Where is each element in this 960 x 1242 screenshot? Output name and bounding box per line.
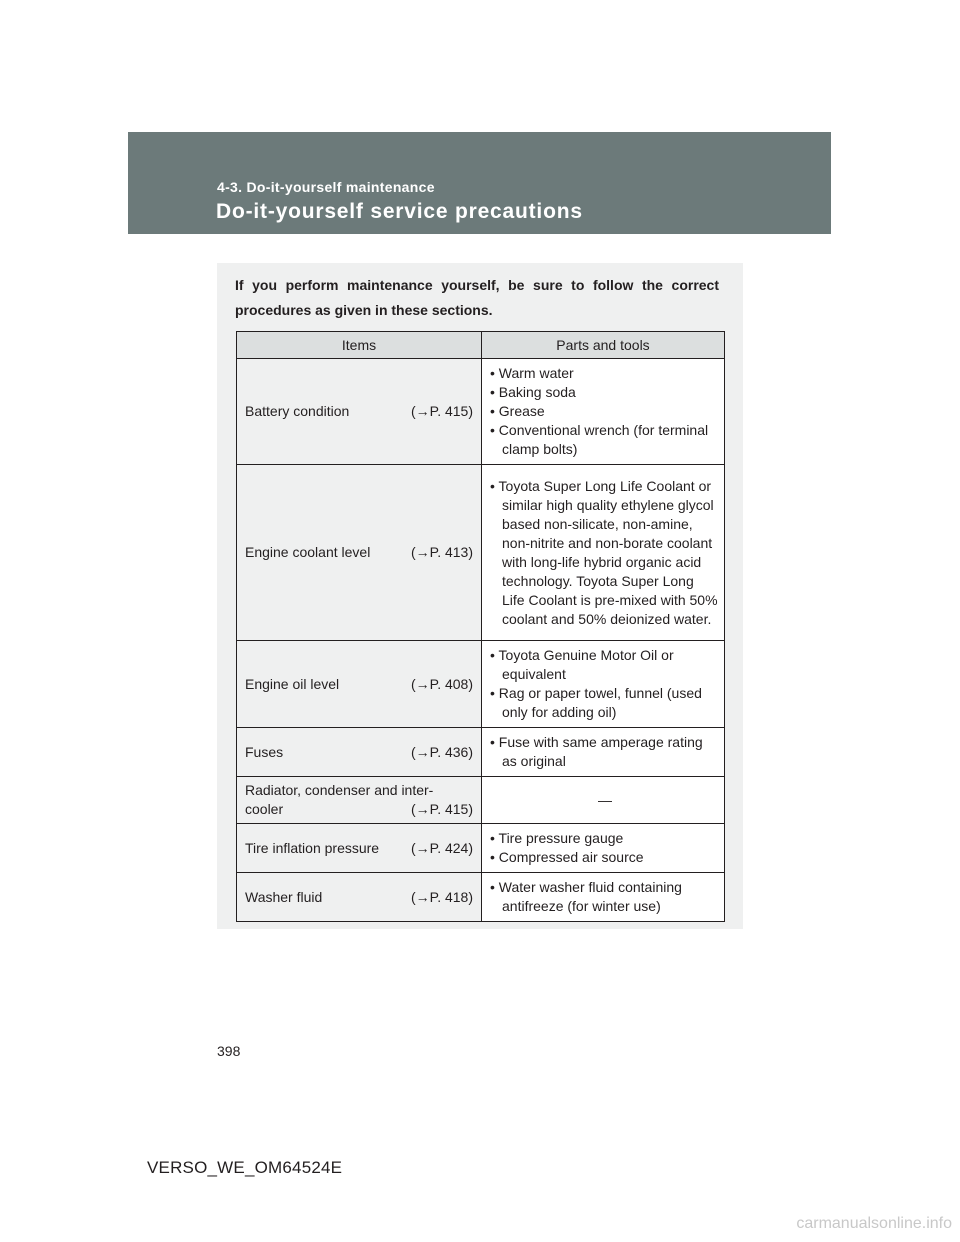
- table-row: [237, 824, 725, 873]
- parts-cell: [482, 824, 725, 873]
- table-row: [237, 359, 725, 465]
- parts-bullet: • Toyota Super Long Life Coolant or similar high quality ethylene glycol based non-silicate, non-amine, non-nitrite and non-borate coolant with long-life hybrid organic acid technology. Toyota Super Long Life Coolant is pre-mixed with 50% coolant and 50% deionized water.: [490, 477, 718, 627]
- item-name: Radiator, condenser and inter-: [245, 782, 434, 798]
- watermark: carmanualsonline.info: [796, 1215, 952, 1232]
- table-row: [237, 728, 725, 777]
- section-label: 4-3. Do-it-yourself maintenance: [217, 179, 435, 195]
- item-cell: [237, 873, 482, 922]
- parts-cell: [482, 359, 725, 465]
- table-row: [237, 777, 725, 824]
- table-header-row: [237, 332, 725, 359]
- page-reference: (→P. 415): [411, 403, 473, 419]
- page-reference: (→P. 418): [411, 888, 473, 905]
- parts-bullet: • Tire pressure gauge: [490, 830, 624, 846]
- table-row: [237, 873, 725, 922]
- item-name: Engine coolant level: [245, 544, 371, 560]
- parts-bullet: • Warm water: [490, 365, 574, 381]
- content-panel: [217, 263, 743, 929]
- parts-bullet: • Water washer fluid containing antifreeze (for winter use): [490, 879, 682, 914]
- item-name-continued: cooler: [245, 801, 284, 817]
- parts-bullet: • Conventional wrench (for terminal clamp bolts): [490, 422, 709, 457]
- parts-bullet: • Fuse with same amperage rating as original: [490, 734, 703, 769]
- parts-bullet: • Toyota Genuine Motor Oil or equivalent: [490, 647, 674, 682]
- parts-bullet: • Grease: [490, 403, 545, 419]
- no-parts-dash: —: [598, 791, 612, 808]
- section-header: [128, 132, 831, 234]
- item-name: Fuses: [245, 743, 284, 760]
- column-header-items: Items: [237, 332, 482, 359]
- intro-text: If you perform maintenance yourself, be sure to follow the correct procedures as given in these sections.: [235, 277, 719, 318]
- item-cell: [237, 465, 482, 641]
- page-number: 398: [217, 1043, 241, 1059]
- table-row: [237, 465, 725, 641]
- document-code: VERSO_WE_OM64524E: [147, 1158, 343, 1177]
- item-cell: [237, 777, 482, 824]
- page-reference: (→P. 413): [411, 544, 473, 560]
- column-header-parts: Parts and tools: [482, 332, 725, 359]
- item-cell: [237, 824, 482, 873]
- page-reference: (→P. 415): [411, 801, 473, 817]
- item-name: Engine oil level: [245, 675, 340, 692]
- parts-cell: [482, 777, 725, 824]
- parts-bullet: • Compressed air source: [490, 849, 644, 865]
- parts-cell: [482, 873, 725, 922]
- item-cell: [237, 728, 482, 777]
- page-reference: (→P. 408): [411, 675, 473, 692]
- table-row: [237, 641, 725, 728]
- maintenance-table: [236, 331, 725, 922]
- item-name: Battery condition: [245, 403, 350, 419]
- parts-cell: [482, 465, 725, 641]
- page-reference: (→P. 436): [411, 743, 473, 760]
- item-cell: [237, 359, 482, 465]
- parts-cell: [482, 641, 725, 728]
- parts-bullet: • Baking soda: [490, 384, 576, 400]
- parts-bullet: • Rag or paper towel, funnel (used only for adding oil): [490, 685, 702, 720]
- parts-cell: [482, 728, 725, 777]
- item-cell: [237, 641, 482, 728]
- page-reference: (→P. 424): [411, 839, 473, 856]
- page-title: Do-it-yourself service precautions: [216, 200, 583, 223]
- item-name: Tire inflation pressure: [245, 839, 380, 856]
- item-name: Washer fluid: [245, 888, 323, 905]
